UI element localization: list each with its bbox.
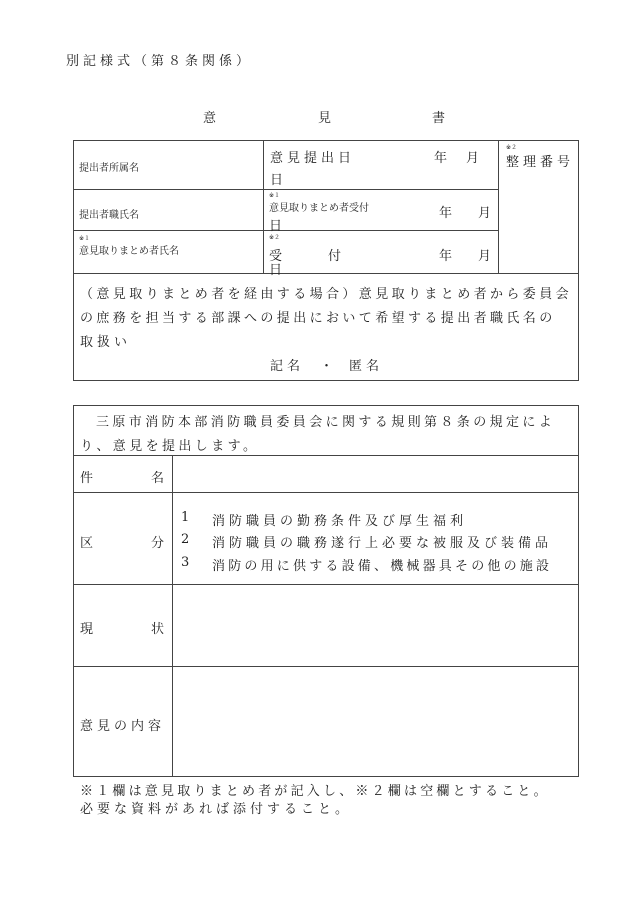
subject-label-a: 件 xyxy=(80,471,94,486)
day-label: 日 xyxy=(269,263,283,278)
collector-name-label: 意見取りまとめ者氏名 xyxy=(79,246,179,257)
receipt-mark-cell xyxy=(269,235,280,241)
year-label: 年 xyxy=(439,249,453,264)
year-label: 年 xyxy=(439,206,453,221)
handling-line-1: （意見取りまとめ者を経由する場合）意見取りまとめ者から委員会 xyxy=(80,287,573,302)
receipt-cell[interactable] xyxy=(269,193,369,215)
category-option[interactable]: 消防職員の勤務条件及び厚生福利 xyxy=(212,514,468,529)
status-label-a: 現 xyxy=(80,622,94,637)
content-field[interactable] xyxy=(173,667,578,776)
collector-name-cell[interactable] xyxy=(79,236,179,258)
named-option[interactable]: 記名 xyxy=(270,359,305,374)
mark-2: ※２ xyxy=(269,234,281,241)
note-2: 必要な資料があれば添付すること。 xyxy=(80,802,353,817)
category-label-a: 区 xyxy=(80,536,94,551)
status-label-b: 状 xyxy=(151,622,165,637)
receipt-label: 意見取りまとめ者受付 xyxy=(269,203,369,214)
note-1: ※１欄は意見取りまとめ者が記入し、※２欄は空欄とすること。 xyxy=(80,784,550,799)
handling-line-3: 取扱い xyxy=(80,335,132,350)
anonymous-option[interactable]: 匿名 xyxy=(349,359,384,374)
month-label: 月 xyxy=(478,249,492,264)
title-char-2: 見 xyxy=(318,111,332,126)
tsuke-label: 付 xyxy=(328,249,342,264)
month-label: 月 xyxy=(478,206,492,221)
subject-field[interactable] xyxy=(173,456,578,492)
title-char-1: 意 xyxy=(203,111,217,126)
day-label: 日 xyxy=(270,173,284,188)
category-option[interactable]: 消防職員の職務遂行上必要な被服及び装備品 xyxy=(212,536,553,551)
uke-label: 受 xyxy=(269,249,283,264)
submit-date-label: 意見提出日 xyxy=(270,151,356,166)
month-label: 月 xyxy=(466,151,480,166)
year-label: 年 xyxy=(434,151,448,166)
category-label-b: 分 xyxy=(151,536,165,551)
category-number: 3 xyxy=(181,555,190,570)
category-option[interactable]: 消防の用に供する設備、機械器具その他の施設 xyxy=(212,559,553,574)
mark-1: ※１ xyxy=(79,235,91,242)
status-field[interactable] xyxy=(173,585,578,666)
form-label: 別記様式（第８条関係） xyxy=(66,54,254,69)
statement-line-1: 三原市消防本部消防職員委員会に関する規則第８条の規定によ xyxy=(96,415,556,430)
title-char-3: 書 xyxy=(432,111,446,126)
statement-line-2: り、意見を提出します。 xyxy=(80,439,260,454)
ref-number-label: 整理番号 xyxy=(506,155,575,170)
separator-dot: ・ xyxy=(320,359,334,374)
affiliation-label: 提出者所属名 xyxy=(79,163,139,174)
position-name-label: 提出者職氏名 xyxy=(79,210,139,221)
subject-label-b: 名 xyxy=(151,471,165,486)
content-label: 意見の内容 xyxy=(80,719,166,734)
ref-number-cell[interactable] xyxy=(506,145,574,170)
category-number: 2 xyxy=(181,532,190,547)
handling-line-2: の庶務を担当する部課への提出において希望する提出者職氏名の xyxy=(80,311,556,326)
category-number: 1 xyxy=(181,510,190,525)
mark-1: ※１ xyxy=(269,192,281,199)
day-label: 日 xyxy=(269,219,283,234)
mark-2: ※２ xyxy=(506,144,518,151)
